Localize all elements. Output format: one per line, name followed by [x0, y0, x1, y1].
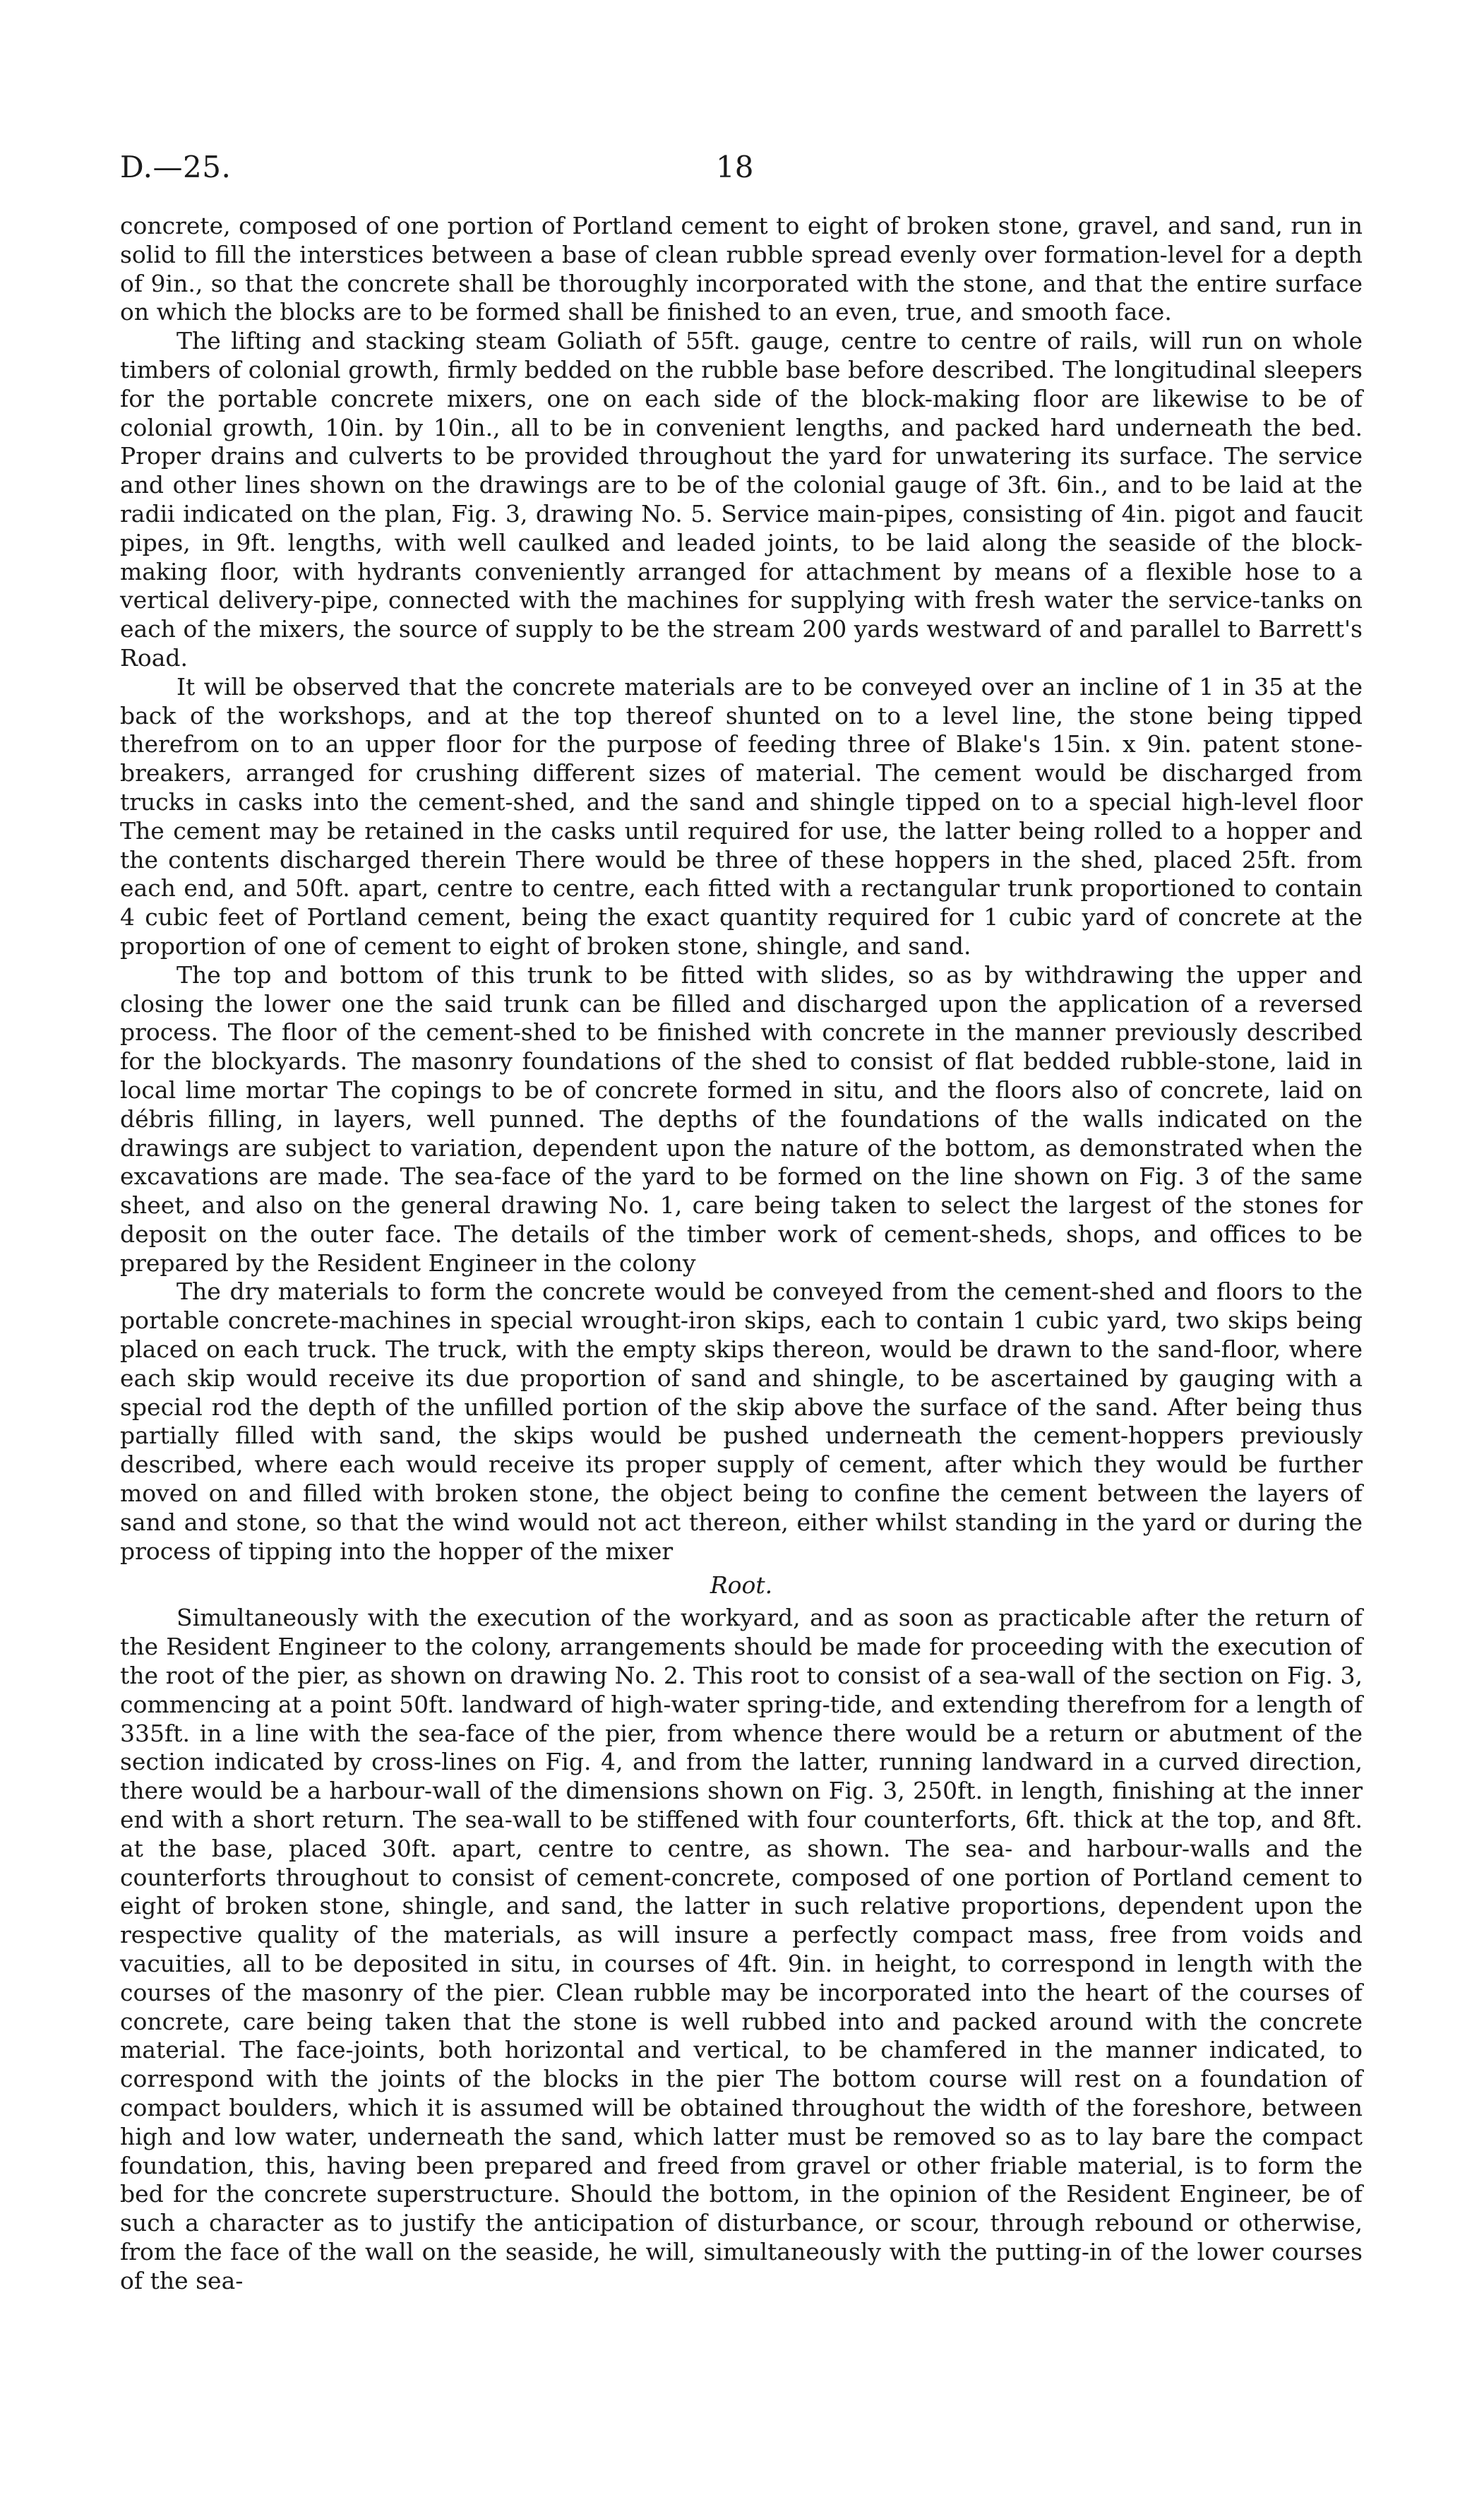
paragraph-root: Simultaneously with the execution of the workyard, and as soon as practicable after the return of the Resident Engineer to the colony, arrangements should be made for proceeding with the execution of the root of the pier, as shown on drawing No. 2. This root to consist of a sea-wall of the section on Fig. 3, commencing at a point 50ft. landward of high-water spring-tide, and extending therefrom for a length of 335ft. in a line with the sea-face of the pier, from whence there would be a return or abutment of the section indicated by cross-lines on Fig. 4, and from the latter, running landward in a curved direction, there would be a harbour-wall of the dimensions shown on Fig. 3, 250ft. in length, finishing at the inner end with a short return. The sea-wall to be stiffened with four counterforts, 6ft. thick at the top, and 8ft. at the base, placed 30ft. apart, centre to centre, as shown. The sea- and harbour-walls and the counterforts throughout to consist of cement-concrete, composed of one portion of Portland cement to eight of broken stone, shingle, and sand, the latter in such relative proportions, dependent upon the respective quality of the materials, as will insure a perfectly compact mass, free from voids and vacuities, all to be deposited in situ, in courses of 4ft. 9in. in height, to correspond in length with the courses of the masonry of the pier. Clean rubble may be incorporated into the heart of the courses of concrete, care being taken that the stone is well rubbed into and packed around with the concrete material. The face-joints, both horizontal and vertical, to be chamfered in the manner indicated, to correspond with the joints of the blocks in the pier The bottom course will rest on a foundation of compact boulders, which it is assumed will be obtained throughout the width of the foreshore, between high and low water, underneath the sand, which latter must be removed so as to lay bare the compact foundation, this, having been prepared and freed from gravel or other friable material, is to form the bed for the concrete superstructure. Should the bottom, in the opinion of the Resident Engineer, be of such a character as to justify the anticipation of disturbance, or scour, through rebound or otherwise, from the face of the wall on the seaside, he will, simultaneously with the putting-in of the lower courses of the sea-	[120, 1604, 1363, 2294]
document-reference: D.—25.	[120, 150, 232, 184]
paragraph-dry-materials: The dry materials to form the concrete would be conveyed from the cement-shed and floors to the portable concrete-machines in special wrought-iron skips, each to contain 1 cubic yard, two skips being placed on each truck. The truck, with the empty skips thereon, would be drawn to the sand-floor, where each skip would receive its due proportion of sand and shingle, to be ascertained by gauging with a special rod the depth of the unfilled portion of the skip above the surface of the sand. After being thus partially filled with sand, the skips would be pushed underneath the cement-hoppers previously described, where each would receive its proper supply of cement, after which they would be further moved on and filled with broken stone, the object being to confine the cement between the layers of sand and stone, so that the wind would not act thereon, either whilst standing in the yard or during the process of tipping into the hopper of the mixer	[120, 1278, 1363, 1565]
paragraph-goliath: The lifting and stacking steam Goliath of 55ft. gauge, centre to centre of rails, will run on whole timbers of colonial growth, firmly bedded on the rubble base before described. The longitudinal sleepers for the portable concrete mixers, one on each side of the block-making floor are likewise to be of colonial growth, 10in. by 10in., all to be in convenient lengths, and packed hard underneath the bed. Proper drains and culverts to be provided throughout the yard for unwatering its surface. The service and other lines shown on the drawings are to be of the colonial gauge of 3ft. 6in., and to be laid at the radii indicated on the plan, Fig. 3, drawing No. 5. Service main-pipes, consisting of 4in. pigot and faucit pipes, in 9ft. lengths, with well caulked and leaded joints, to be laid along the seaside of the block-making floor, with hydrants conveniently arranged for attachment by means of a flexible hose to a vertical delivery-pipe, connected with the machines for supplying with fresh water the service-tanks on each of the mixers, the source of supply to be the stream 200 yards westward of and parallel to Barrett's Road.	[120, 327, 1363, 672]
paragraph-concrete-base: concrete, composed of one portion of Portland cement to eight of broken stone, gravel, and sand, run in solid to fill the interstices between a base of clean rubble spread evenly over formation-level for a depth of 9in., so that the concrete shall be thoroughly incorporated with the stone, and that the entire surface on which the blocks are to be formed shall be finished to an even, true, and smooth face.	[120, 212, 1363, 326]
paragraph-concrete-materials: It will be observed that the concrete materials are to be conveyed over an incline of 1 in 35 at the back of the workshops, and at the top thereof shunted on to a level line, the stone being tipped therefrom on to an upper floor for the purpose of feeding three of Blake's 15in. x 9in. patent stone-breakers, arranged for crushing different sizes of material. The cement would be discharged from trucks in casks into the cement-shed, and the sand and shingle tipped on to a special high-level floor The cement may be retained in the casks until required for use, the latter being rolled to a hopper and the contents discharged therein There would be three of these hoppers in the shed, placed 25ft. from each end, and 50ft. apart, centre to centre, each fitted with a rectangular trunk proportioned to contain 4 cubic feet of Portland cement, being the exact quantity required for 1 cubic yard of concrete at the proportion of one of cement to eight of broken stone, shingle, and sand.	[120, 672, 1363, 960]
body-text	[120, 212, 1363, 2296]
section-heading-root: Root.	[710, 1571, 773, 1600]
page-header	[120, 150, 1363, 192]
paragraph-trunk-slides: The top and bottom of this trunk to be fitted with slides, so as by withdrawing the upper and closing the lower one the said trunk can be filled and discharged upon the application of a reversed process. The floor of the cement-shed to be finished with concrete in the manner previously described for the blockyards. The masonry foundations of the shed to consist of flat bedded rubble-stone, laid in local lime mortar The copings to be of concrete formed in situ, and the floors also of concrete, laid on débris filling, in layers, well punned. The depths of the foundations of the walls indicated on the drawings are subject to variation, dependent upon the nature of the bottom, as demonstrated when the excavations are made. The sea-face of the yard to be formed on the line shown on Fig. 3 of the same sheet, and also on the general drawing No. 1, care being taken to select the largest of the stones for deposit on the outer face. The details of the timber work of cement-sheds, shops, and offices to be prepared by the Resident Engineer in the colony	[120, 960, 1363, 1277]
document-page	[120, 0, 1363, 2519]
page-number: 18	[716, 150, 754, 184]
